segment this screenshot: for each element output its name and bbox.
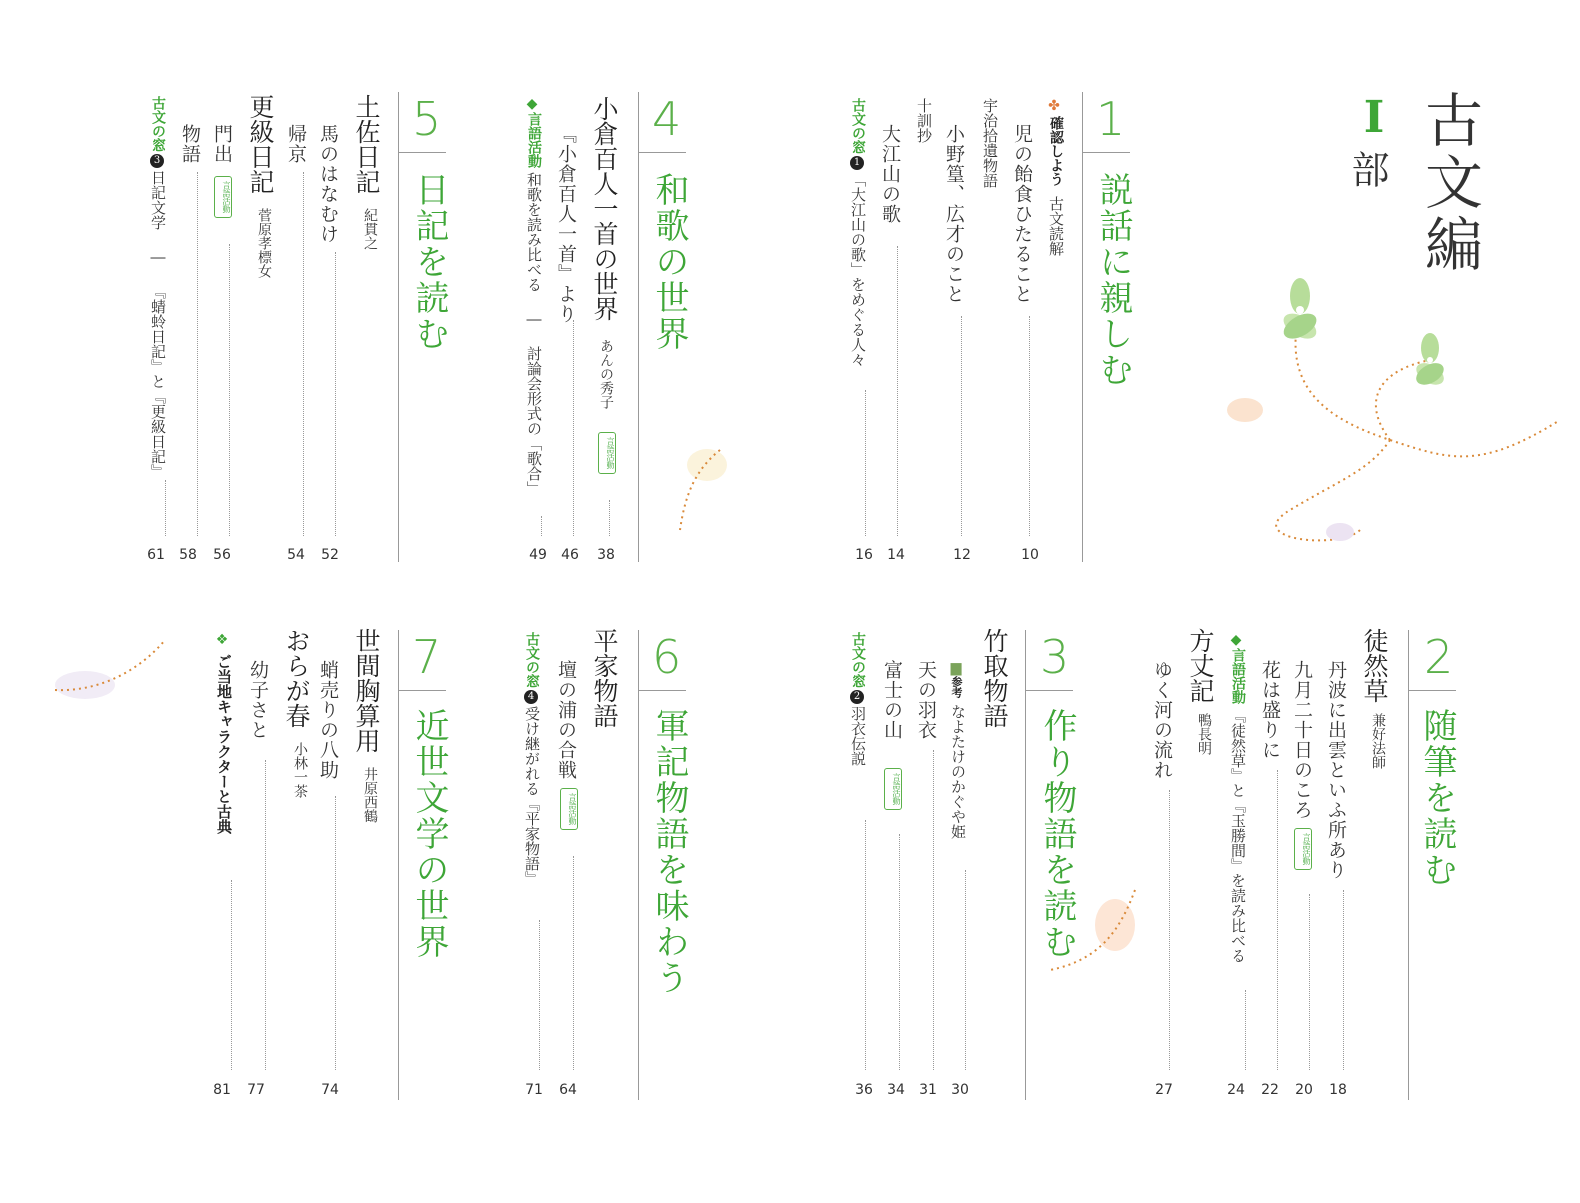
mado-tag: 古文の窓 <box>850 632 866 688</box>
source-title: 十訓抄 <box>915 98 933 143</box>
ch1-uji-source <box>980 98 1016 188</box>
ch6-heike-source <box>592 628 628 728</box>
ch7-seken-source <box>354 628 390 823</box>
page-number: 36 <box>855 1082 873 1098</box>
entry-title: 壇の浦の合戦 <box>555 660 577 780</box>
leader-dots <box>965 870 966 1070</box>
sanko-tag: 参考 <box>950 676 963 698</box>
chapter-3-tick <box>1025 690 1073 691</box>
page-number: 34 <box>887 1082 905 1098</box>
gengo-text: 和歌を読み比べる ― 討論会形式の「歌合」 <box>525 172 543 496</box>
chapter-1-number: 1 <box>1096 92 1126 146</box>
chapter-2-tick <box>1408 690 1456 691</box>
work-title: 徒然草 <box>1360 628 1389 703</box>
ch2-gengo-entry[interactable] <box>1228 632 1264 963</box>
entry-title: 蛸売りの八助 <box>317 660 339 780</box>
leader-dots <box>1277 770 1278 1070</box>
ch5-uma-entry[interactable] <box>318 124 354 244</box>
mado-number: 1 <box>850 156 864 170</box>
ch6-mado-entry[interactable] <box>522 632 558 886</box>
ch5-tosa-source <box>354 94 390 250</box>
entry-title: 児の飴食ひたること <box>1011 124 1033 304</box>
page-number: 46 <box>561 547 579 563</box>
page-number: 52 <box>321 547 339 563</box>
leader-dots <box>229 244 230 536</box>
author: 兼好法師 <box>1370 713 1386 769</box>
page-number: 61 <box>147 547 165 563</box>
page-number: 20 <box>1295 1082 1313 1098</box>
book-icon: ▆ <box>948 660 964 676</box>
entry-title: 小野篁、広才のこと <box>943 124 965 304</box>
ch2-hojoki-source <box>1188 628 1224 755</box>
page-number: 10 <box>1021 547 1039 563</box>
chapter-4-title: 和歌の世界 <box>649 172 689 352</box>
ch5-kikyo-entry[interactable] <box>286 124 322 164</box>
page-number: 16 <box>855 547 873 563</box>
chapter-7-tick <box>398 690 446 691</box>
chapter-4-rule <box>638 92 639 562</box>
leader-dots <box>865 390 866 536</box>
entry-title: 大江山の歌 <box>879 124 901 224</box>
chapter-3-rule <box>1025 630 1026 1100</box>
mado-text: 受け継がれる『平家物語』 <box>523 706 541 886</box>
ch2-yuku-entry[interactable] <box>1152 660 1188 780</box>
leader-dots <box>335 252 336 536</box>
entry-title: 丹波に出雲といふ所あり <box>1325 660 1347 880</box>
page-number: 49 <box>529 547 547 563</box>
gengo-tag-label: 言語活動 <box>1230 648 1246 704</box>
page-number: 58 <box>179 547 197 563</box>
chapter-6-tick <box>638 690 686 691</box>
ch2-kugatsu-entry[interactable] <box>1292 660 1328 820</box>
leader-dots <box>165 480 166 536</box>
leader-dots <box>1169 790 1170 1070</box>
leaf-decoration-right <box>1220 270 1580 560</box>
leader-dots <box>335 796 336 1070</box>
part-label: 部 <box>1345 150 1389 188</box>
chapter-4-number: 4 <box>652 92 682 146</box>
page-number: 81 <box>213 1082 231 1098</box>
ch1-kakunin-entry[interactable] <box>1046 98 1082 256</box>
chapter-7-title: 近世文学の世界 <box>409 708 449 960</box>
entry-title: 門出 <box>211 124 233 164</box>
ch2-tsurezure-source <box>1362 628 1398 769</box>
entry-title: 天の羽衣 <box>915 660 937 740</box>
chapter-6-title: 軍記物語を味わう <box>649 708 689 996</box>
gengo-badge: 言語活動 <box>1294 828 1312 870</box>
leader-dots <box>961 316 962 536</box>
page-number: 64 <box>559 1082 577 1098</box>
leader-dots <box>265 760 266 1070</box>
sparkle-icon: ❖ <box>214 632 230 648</box>
chapter-3-title: 作り物語を読む <box>1037 708 1077 960</box>
author: 小林一茶 <box>292 742 308 798</box>
ch3-hagoromo-entry[interactable] <box>916 660 952 740</box>
kakunin-text: 古文読解 <box>1047 196 1065 256</box>
mado-text: 羽衣伝説 <box>849 706 867 766</box>
entry-title: 富士の山 <box>881 660 903 740</box>
ch6-dannoura-entry[interactable] <box>556 660 592 780</box>
entry-title: ゆく河の流れ <box>1151 660 1173 780</box>
chapter-3-number: 3 <box>1040 630 1070 684</box>
entry-title: 物語 <box>179 124 201 164</box>
entry-title: 『小倉百人一首』より <box>555 124 577 324</box>
page-number: 31 <box>919 1082 937 1098</box>
author: あんの秀子 <box>598 339 614 409</box>
ch1-chigo-entry[interactable] <box>1012 124 1048 304</box>
mado-number: 3 <box>150 154 164 168</box>
entry-title: ご当地キャラクターと古典 <box>215 654 233 834</box>
entry-title: 花は盛りに <box>1259 660 1281 760</box>
ch7-osana-entry[interactable] <box>248 660 284 740</box>
author: 鴨長明 <box>1196 713 1212 755</box>
author: 菅原孝標女 <box>256 208 272 278</box>
part-roman: I <box>1363 92 1385 143</box>
ch4-yori-entry[interactable] <box>556 124 592 324</box>
ch7-oraga-source <box>284 628 320 798</box>
chapter-2-rule <box>1408 630 1409 1100</box>
chapter-2-number: 2 <box>1424 630 1454 684</box>
gengo-badge: 言語活動 <box>560 788 578 830</box>
chapter-1-title: 説話に親しむ <box>1093 172 1133 388</box>
page-number: 27 <box>1155 1082 1173 1098</box>
ch7-tako-entry[interactable] <box>318 660 354 780</box>
chapter-5-number: 5 <box>412 92 442 146</box>
sanko-text: なよたけのかぐや姫 <box>949 704 967 839</box>
ch5-sarashina-source <box>248 94 284 278</box>
work-title: 方丈記 <box>1186 628 1215 703</box>
leaf-decoration-ch4 <box>665 440 735 540</box>
leader-dots <box>539 920 540 1070</box>
ch3-sanko-entry[interactable] <box>948 660 984 839</box>
page-number: 22 <box>1261 1082 1279 1098</box>
page-number: 54 <box>287 547 305 563</box>
gengo-tag: ◆ <box>1228 632 1244 648</box>
mado-number: 2 <box>850 690 864 704</box>
leader-dots <box>573 856 574 1070</box>
page-number: 77 <box>247 1082 265 1098</box>
gengo-badge: 言語活動 <box>598 432 616 474</box>
page-number: 12 <box>953 547 971 563</box>
chapter-5-rule <box>398 92 399 562</box>
gengo-tag-label: 言語活動 <box>526 112 542 168</box>
chapter-7-rule <box>398 630 399 1100</box>
ch5-monogatari-entry[interactable] <box>180 124 216 164</box>
ch3-mado-entry[interactable] <box>848 632 884 766</box>
work-title: 小倉百人一首の世界 <box>590 96 619 321</box>
leader-dots <box>541 516 542 536</box>
leader-dots <box>1343 890 1344 1070</box>
leader-dots <box>609 500 610 536</box>
work-title: おらが春 <box>282 628 311 728</box>
leader-dots <box>865 820 866 1070</box>
entry-title: 九月二十日のころ <box>1291 660 1313 820</box>
ch2-tanba-entry[interactable] <box>1326 660 1362 880</box>
gengo-tag: ◆ <box>524 96 540 112</box>
leader-dots <box>1029 316 1030 536</box>
ch3-taketori-source <box>982 628 1018 728</box>
chapter-7-number: 7 <box>412 630 442 684</box>
author: 井原西鶴 <box>362 767 378 823</box>
leader-dots <box>1309 894 1310 1070</box>
page-number: 24 <box>1227 1082 1245 1098</box>
mado-tag: 古文の窓 <box>850 98 866 154</box>
leader-dots <box>933 750 934 1070</box>
chapter-5-tick <box>398 152 446 153</box>
ch1-jikkin-source <box>914 98 950 143</box>
ch5-kadode-entry[interactable] <box>212 124 248 164</box>
mado-text: 「大江山の歌」をめぐる人々 <box>849 172 867 367</box>
author: 紀貫之 <box>362 208 378 250</box>
page-number: 56 <box>213 547 231 563</box>
work-title: 竹取物語 <box>980 628 1009 728</box>
work-title: 平家物語 <box>590 628 619 728</box>
leaf-decoration-left <box>40 630 170 710</box>
page-number: 14 <box>887 547 905 563</box>
work-title: 世間胸算用 <box>352 628 381 753</box>
chapter-1-rule <box>1082 92 1083 562</box>
page-number: 18 <box>1329 1082 1347 1098</box>
ch5-mado-entry[interactable] <box>148 96 184 479</box>
entry-title: 幼子さと <box>247 660 269 740</box>
clover-icon: ✤ <box>1046 98 1062 114</box>
kakunin-tag: 確認しよう <box>1048 116 1064 186</box>
leader-dots <box>197 172 198 536</box>
leader-dots <box>231 880 232 1070</box>
gengo-badge: 言語活動 <box>214 176 232 218</box>
ch4-gengo-entry[interactable] <box>524 96 560 496</box>
work-title: 土佐日記 <box>352 94 381 194</box>
chapter-6-number: 6 <box>652 630 682 684</box>
ch2-hana-entry[interactable] <box>1260 660 1296 760</box>
page-number: 30 <box>951 1082 969 1098</box>
chapter-4-tick <box>638 152 686 153</box>
ch7-gotochi-entry[interactable] <box>214 632 250 834</box>
source-title: 宇治拾遺物語 <box>981 98 999 188</box>
chapter-5-title: 日記を読む <box>409 172 449 352</box>
ch4-ogura-entry[interactable] <box>592 96 628 409</box>
work-title: 更級日記 <box>246 94 275 194</box>
mado-tag: 古文の窓 <box>524 632 540 688</box>
ch1-ono-entry[interactable] <box>944 124 980 304</box>
leader-dots <box>573 320 574 536</box>
ch3-fuji-entry[interactable] <box>882 660 918 740</box>
gengo-text: 『徒然草』と『玉勝間』を読み比べる <box>1229 708 1247 963</box>
mado-text: 日記文学 ― 『蜻蛉日記』と『更級日記』 <box>149 170 167 479</box>
leader-dots <box>1245 990 1246 1070</box>
mado-tag: 古文の窓 <box>150 96 166 152</box>
mado-number: 4 <box>524 690 538 704</box>
leader-dots <box>897 246 898 536</box>
part-title: 古文編 <box>1415 90 1483 276</box>
page-number: 71 <box>525 1082 543 1098</box>
page-number: 74 <box>321 1082 339 1098</box>
chapter-6-rule <box>638 630 639 1100</box>
leader-dots <box>899 834 900 1070</box>
chapter-2-title: 随筆を読む <box>1417 708 1457 888</box>
gengo-badge: 言語活動 <box>884 768 902 810</box>
page-number: 38 <box>597 547 615 563</box>
chapter-1-tick <box>1082 152 1130 153</box>
entry-title: 馬のはなむけ <box>317 124 339 244</box>
leader-dots <box>303 172 304 536</box>
ch1-mado-entry[interactable] <box>848 98 884 367</box>
entry-title: 帰京 <box>285 124 307 164</box>
ch1-oeyama-entry[interactable] <box>880 124 916 224</box>
